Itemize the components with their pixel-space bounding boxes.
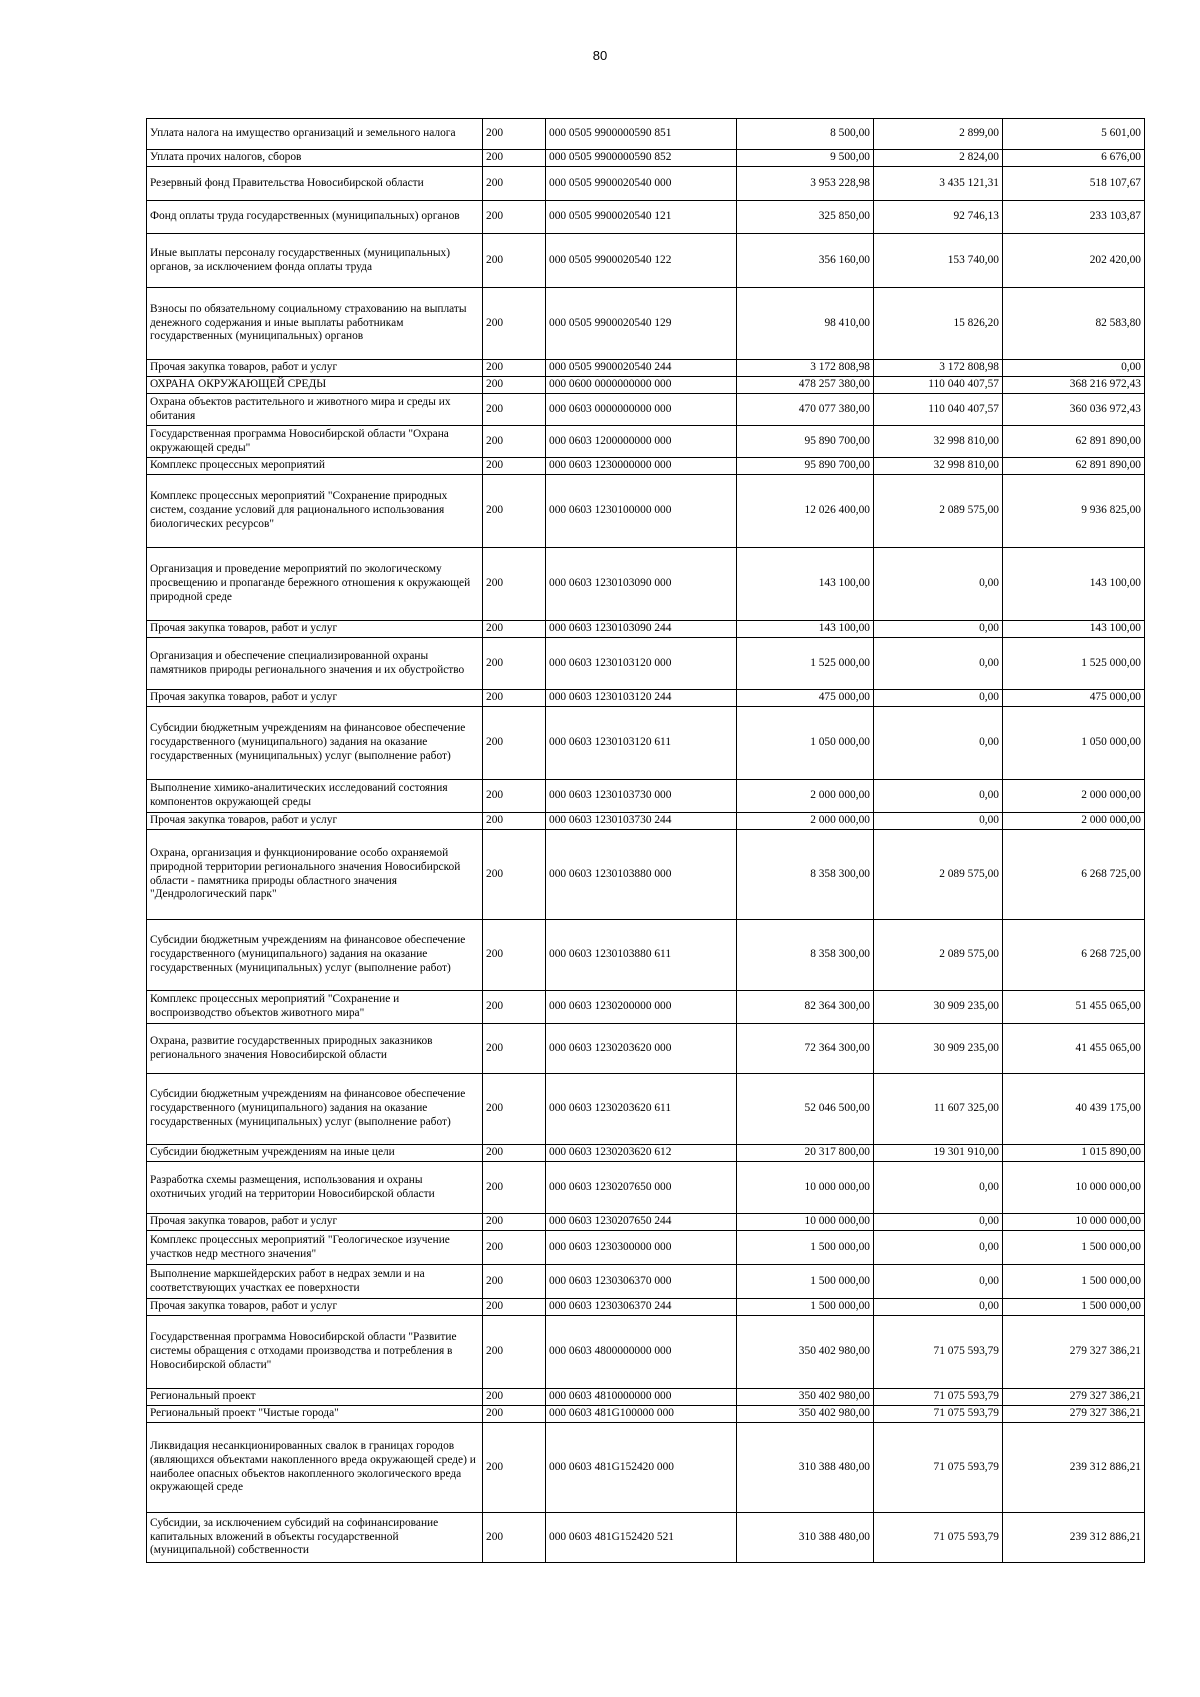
row-approved-amount: 143 100,00	[737, 621, 874, 638]
row-name: Резервный фонд Правительства Новосибирской области	[147, 167, 483, 201]
row-code: 200	[483, 830, 546, 920]
table-row	[147, 638, 1145, 690]
row-name: Прочая закупка товаров, работ и услуг	[147, 621, 483, 638]
row-name: Комплекс процессных мероприятий "Сохранение и воспроизводство объектов животного мира"	[147, 991, 483, 1024]
row-budget-code: 000 0505 9900000590 851	[546, 119, 737, 150]
row-code: 200	[483, 621, 546, 638]
row-name: Иные выплаты персоналу государственных (муниципальных) органов, за исключением фонда оплаты труда	[147, 234, 483, 288]
row-budget-code: 000 0603 481G152420 521	[546, 1513, 737, 1563]
row-name: Взносы по обязательному социальному страхованию на выплаты денежного содержания и иные выплаты работникам государственных (муниципальных) органов	[147, 288, 483, 360]
row-name: Разработка схемы размещения, использования и охраны охотничьих угодий на территории Новосибирской области	[147, 1162, 483, 1214]
row-budget-code: 000 0603 1230300000 000	[546, 1231, 737, 1265]
row-code: 200	[483, 1406, 546, 1423]
table-row	[147, 690, 1145, 707]
row-executed-amount: 0,00	[874, 621, 1003, 638]
row-executed-amount: 110 040 407,57	[874, 394, 1003, 426]
row-name: Охрана, организация и функционирование особо охраняемой природной территории регионального значения Новосибирской области - памятника природы областного значения "Дендрологический парк"	[147, 830, 483, 920]
row-remaining-amount: 202 420,00	[1003, 234, 1145, 288]
row-code: 200	[483, 638, 546, 690]
row-executed-amount: 2 899,00	[874, 119, 1003, 150]
row-budget-code: 000 0603 4800000000 000	[546, 1316, 737, 1389]
row-remaining-amount: 143 100,00	[1003, 621, 1145, 638]
row-name: Охрана объектов растительного и животного мира и среды их обитания	[147, 394, 483, 426]
page-number: 80	[592, 48, 608, 63]
row-approved-amount: 350 402 980,00	[737, 1389, 874, 1406]
row-code: 200	[483, 475, 546, 548]
row-name: Охрана, развитие государственных природных заказников регионального значения Новосибирской области	[147, 1024, 483, 1074]
row-code: 200	[483, 288, 546, 360]
row-budget-code: 000 0603 1230000000 000	[546, 458, 737, 475]
row-remaining-amount: 1 500 000,00	[1003, 1231, 1145, 1265]
row-budget-code: 000 0505 9900020540 000	[546, 167, 737, 201]
row-remaining-amount: 1 500 000,00	[1003, 1265, 1145, 1299]
row-approved-amount: 310 388 480,00	[737, 1423, 874, 1513]
row-approved-amount: 2 000 000,00	[737, 813, 874, 830]
row-approved-amount: 1 050 000,00	[737, 707, 874, 780]
row-name: Ликвидация несанкционированных свалок в границах городов (являющихся объектами накопленного вреда окружающей среде) и наиболее опасных объектов накопленного экологического вреда окружающей среде	[147, 1423, 483, 1513]
row-name: Прочая закупка товаров, работ и услуг	[147, 690, 483, 707]
row-code: 200	[483, 1024, 546, 1074]
table-row	[147, 394, 1145, 426]
row-executed-amount: 71 075 593,79	[874, 1423, 1003, 1513]
row-name: Государственная программа Новосибирской области "Охрана окружающей среды"	[147, 426, 483, 458]
row-remaining-amount: 279 327 386,21	[1003, 1389, 1145, 1406]
row-code: 200	[483, 119, 546, 150]
row-code: 200	[483, 1299, 546, 1316]
row-approved-amount: 3 953 228,98	[737, 167, 874, 201]
row-approved-amount: 82 364 300,00	[737, 991, 874, 1024]
row-name: Субсидии бюджетным учреждениям на финансовое обеспечение государственного (муниципального) задания на оказание государственных (муниципальных) услуг (выполнение работ)	[147, 1074, 483, 1145]
row-remaining-amount: 6 268 725,00	[1003, 830, 1145, 920]
row-budget-code: 000 0603 1230306370 244	[546, 1299, 737, 1316]
table-row	[147, 1145, 1145, 1162]
row-executed-amount: 19 301 910,00	[874, 1145, 1003, 1162]
row-budget-code: 000 0603 1230207650 244	[546, 1214, 737, 1231]
row-name: Уплата налога на имущество организаций и земельного налога	[147, 119, 483, 150]
row-remaining-amount: 40 439 175,00	[1003, 1074, 1145, 1145]
row-name: Субсидии бюджетным учреждениям на финансовое обеспечение государственного (муниципального) задания на оказание государственных (муниципальных) услуг (выполнение работ)	[147, 707, 483, 780]
row-code: 200	[483, 690, 546, 707]
row-executed-amount: 92 746,13	[874, 201, 1003, 234]
table-row	[147, 780, 1145, 813]
table-row	[147, 377, 1145, 394]
row-executed-amount: 0,00	[874, 813, 1003, 830]
row-code: 200	[483, 1389, 546, 1406]
row-name: Организация и обеспечение специализированной охраны памятников природы регионального значения и их обустройство	[147, 638, 483, 690]
row-budget-code: 000 0603 1230103090 244	[546, 621, 737, 638]
row-code: 200	[483, 1145, 546, 1162]
table-row	[147, 360, 1145, 377]
row-approved-amount: 350 402 980,00	[737, 1406, 874, 1423]
row-executed-amount: 153 740,00	[874, 234, 1003, 288]
row-approved-amount: 8 358 300,00	[737, 830, 874, 920]
row-code: 200	[483, 1423, 546, 1513]
row-approved-amount: 475 000,00	[737, 690, 874, 707]
table-row	[147, 991, 1145, 1024]
row-name: Организация и проведение мероприятий по экологическому просвещению и пропаганде бережного отношения к окружающей природной среде	[147, 548, 483, 621]
table-row	[147, 426, 1145, 458]
row-code: 200	[483, 426, 546, 458]
row-budget-code: 000 0603 1200000000 000	[546, 426, 737, 458]
row-executed-amount: 32 998 810,00	[874, 458, 1003, 475]
row-budget-code: 000 0603 1230207650 000	[546, 1162, 737, 1214]
table-row	[147, 1423, 1145, 1513]
row-approved-amount: 8 358 300,00	[737, 920, 874, 991]
row-approved-amount: 52 046 500,00	[737, 1074, 874, 1145]
row-remaining-amount: 41 455 065,00	[1003, 1024, 1145, 1074]
row-budget-code: 000 0603 1230100000 000	[546, 475, 737, 548]
row-approved-amount: 1 525 000,00	[737, 638, 874, 690]
row-executed-amount: 11 607 325,00	[874, 1074, 1003, 1145]
table-row	[147, 1231, 1145, 1265]
row-remaining-amount: 279 327 386,21	[1003, 1316, 1145, 1389]
row-executed-amount: 3 172 808,98	[874, 360, 1003, 377]
row-budget-code: 000 0603 481G100000 000	[546, 1406, 737, 1423]
table-row	[147, 150, 1145, 167]
row-approved-amount: 350 402 980,00	[737, 1316, 874, 1389]
table-row	[147, 920, 1145, 991]
row-budget-code: 000 0505 9900020540 129	[546, 288, 737, 360]
row-code: 200	[483, 234, 546, 288]
row-remaining-amount: 82 583,80	[1003, 288, 1145, 360]
row-code: 200	[483, 1231, 546, 1265]
table-row	[147, 201, 1145, 234]
row-budget-code: 000 0603 1230103120 000	[546, 638, 737, 690]
row-name: Прочая закупка товаров, работ и услуг	[147, 1214, 483, 1231]
row-approved-amount: 95 890 700,00	[737, 426, 874, 458]
row-code: 200	[483, 394, 546, 426]
row-budget-code: 000 0603 1230103090 000	[546, 548, 737, 621]
row-code: 200	[483, 1214, 546, 1231]
table-row	[147, 1214, 1145, 1231]
row-budget-code: 000 0505 9900020540 244	[546, 360, 737, 377]
row-remaining-amount: 143 100,00	[1003, 548, 1145, 621]
row-executed-amount: 0,00	[874, 1299, 1003, 1316]
row-budget-code: 000 0600 0000000000 000	[546, 377, 737, 394]
row-executed-amount: 2 089 575,00	[874, 830, 1003, 920]
row-executed-amount: 0,00	[874, 690, 1003, 707]
table-row	[147, 1265, 1145, 1299]
row-approved-amount: 470 077 380,00	[737, 394, 874, 426]
row-budget-code: 000 0603 1230103730 244	[546, 813, 737, 830]
row-executed-amount: 0,00	[874, 638, 1003, 690]
row-executed-amount: 30 909 235,00	[874, 991, 1003, 1024]
row-remaining-amount: 62 891 890,00	[1003, 426, 1145, 458]
row-executed-amount: 0,00	[874, 1214, 1003, 1231]
row-budget-code: 000 0603 1230203620 612	[546, 1145, 737, 1162]
row-executed-amount: 71 075 593,79	[874, 1406, 1003, 1423]
row-approved-amount: 1 500 000,00	[737, 1299, 874, 1316]
row-name: Субсидии бюджетным учреждениям на финансовое обеспечение государственного (муниципального) задания на оказание государственных (муниципальных) услуг (выполнение работ)	[147, 920, 483, 991]
row-remaining-amount: 2 000 000,00	[1003, 813, 1145, 830]
row-budget-code: 000 0505 9900020540 122	[546, 234, 737, 288]
row-remaining-amount: 233 103,87	[1003, 201, 1145, 234]
row-approved-amount: 1 500 000,00	[737, 1265, 874, 1299]
table-row	[147, 707, 1145, 780]
row-name: Региональный проект	[147, 1389, 483, 1406]
row-budget-code: 000 0603 1230103120 244	[546, 690, 737, 707]
row-approved-amount: 143 100,00	[737, 548, 874, 621]
row-name: Прочая закупка товаров, работ и услуг	[147, 360, 483, 377]
row-remaining-amount: 51 455 065,00	[1003, 991, 1145, 1024]
row-executed-amount: 2 089 575,00	[874, 920, 1003, 991]
row-budget-code: 000 0603 1230306370 000	[546, 1265, 737, 1299]
row-code: 200	[483, 1513, 546, 1563]
row-name: Комплекс процессных мероприятий	[147, 458, 483, 475]
row-code: 200	[483, 360, 546, 377]
table-row	[147, 458, 1145, 475]
row-remaining-amount: 10 000 000,00	[1003, 1214, 1145, 1231]
row-name: Прочая закупка товаров, работ и услуг	[147, 1299, 483, 1316]
table-row	[147, 548, 1145, 621]
table-row	[147, 167, 1145, 201]
row-approved-amount: 325 850,00	[737, 201, 874, 234]
row-approved-amount: 10 000 000,00	[737, 1162, 874, 1214]
row-code: 200	[483, 167, 546, 201]
row-remaining-amount: 279 327 386,21	[1003, 1406, 1145, 1423]
row-approved-amount: 10 000 000,00	[737, 1214, 874, 1231]
row-approved-amount: 8 500,00	[737, 119, 874, 150]
row-budget-code: 000 0603 481G152420 000	[546, 1423, 737, 1513]
row-name: Государственная программа Новосибирской области "Развитие системы обращения с отходами производства и потребления в Новосибирской области"	[147, 1316, 483, 1389]
table-row	[147, 1299, 1145, 1316]
table-row	[147, 813, 1145, 830]
row-code: 200	[483, 548, 546, 621]
row-executed-amount: 2 089 575,00	[874, 475, 1003, 548]
row-name: ОХРАНА ОКРУЖАЮЩЕЙ СРЕДЫ	[147, 377, 483, 394]
row-executed-amount: 71 075 593,79	[874, 1389, 1003, 1406]
row-code: 200	[483, 1162, 546, 1214]
row-budget-code: 000 0603 1230103730 000	[546, 780, 737, 813]
row-approved-amount: 3 172 808,98	[737, 360, 874, 377]
table-row	[147, 288, 1145, 360]
row-remaining-amount: 6 268 725,00	[1003, 920, 1145, 991]
row-code: 200	[483, 707, 546, 780]
row-approved-amount: 356 160,00	[737, 234, 874, 288]
budget-execution-table	[146, 118, 1145, 1563]
row-approved-amount: 2 000 000,00	[737, 780, 874, 813]
row-remaining-amount: 360 036 972,43	[1003, 394, 1145, 426]
row-executed-amount: 32 998 810,00	[874, 426, 1003, 458]
table-row	[147, 234, 1145, 288]
row-approved-amount: 478 257 380,00	[737, 377, 874, 394]
row-budget-code: 000 0603 1230103120 611	[546, 707, 737, 780]
row-remaining-amount: 1 500 000,00	[1003, 1299, 1145, 1316]
table-row	[147, 119, 1145, 150]
row-approved-amount: 95 890 700,00	[737, 458, 874, 475]
row-name: Комплекс процессных мероприятий "Сохранение природных систем, создание условий для рационального использования биологических ресурсов"	[147, 475, 483, 548]
row-remaining-amount: 1 525 000,00	[1003, 638, 1145, 690]
row-remaining-amount: 10 000 000,00	[1003, 1162, 1145, 1214]
row-budget-code: 000 0603 1230103880 000	[546, 830, 737, 920]
row-approved-amount: 12 026 400,00	[737, 475, 874, 548]
row-remaining-amount: 368 216 972,43	[1003, 377, 1145, 394]
row-remaining-amount: 62 891 890,00	[1003, 458, 1145, 475]
row-name: Уплата прочих налогов, сборов	[147, 150, 483, 167]
row-executed-amount: 0,00	[874, 1265, 1003, 1299]
row-budget-code: 000 0505 9900020540 121	[546, 201, 737, 234]
row-remaining-amount: 475 000,00	[1003, 690, 1145, 707]
row-budget-code: 000 0603 1230103880 611	[546, 920, 737, 991]
row-budget-code: 000 0505 9900000590 852	[546, 150, 737, 167]
row-executed-amount: 0,00	[874, 707, 1003, 780]
row-approved-amount: 9 500,00	[737, 150, 874, 167]
row-remaining-amount: 0,00	[1003, 360, 1145, 377]
table-row	[147, 1162, 1145, 1214]
row-budget-code: 000 0603 1230200000 000	[546, 991, 737, 1024]
row-remaining-amount: 2 000 000,00	[1003, 780, 1145, 813]
row-name: Выполнение маркшейдерских работ в недрах земли и на соответствующих участках ее поверхности	[147, 1265, 483, 1299]
row-code: 200	[483, 920, 546, 991]
row-remaining-amount: 518 107,67	[1003, 167, 1145, 201]
row-code: 200	[483, 150, 546, 167]
table-row	[147, 1389, 1145, 1406]
row-name: Выполнение химико-аналитических исследований состояния компонентов окружающей среды	[147, 780, 483, 813]
row-approved-amount: 310 388 480,00	[737, 1513, 874, 1563]
row-executed-amount: 0,00	[874, 548, 1003, 621]
row-code: 200	[483, 780, 546, 813]
table-row	[147, 1316, 1145, 1389]
row-remaining-amount: 1 050 000,00	[1003, 707, 1145, 780]
row-executed-amount: 3 435 121,31	[874, 167, 1003, 201]
row-code: 200	[483, 1265, 546, 1299]
table-row	[147, 475, 1145, 548]
row-remaining-amount: 1 015 890,00	[1003, 1145, 1145, 1162]
row-code: 200	[483, 377, 546, 394]
row-name: Региональный проект "Чистые города"	[147, 1406, 483, 1423]
row-name: Фонд оплаты труда государственных (муниципальных) органов	[147, 201, 483, 234]
row-code: 200	[483, 1316, 546, 1389]
table-row	[147, 830, 1145, 920]
row-approved-amount: 1 500 000,00	[737, 1231, 874, 1265]
row-remaining-amount: 239 312 886,21	[1003, 1423, 1145, 1513]
row-executed-amount: 0,00	[874, 1162, 1003, 1214]
row-budget-code: 000 0603 0000000000 000	[546, 394, 737, 426]
row-approved-amount: 98 410,00	[737, 288, 874, 360]
row-approved-amount: 72 364 300,00	[737, 1024, 874, 1074]
row-remaining-amount: 9 936 825,00	[1003, 475, 1145, 548]
row-executed-amount: 0,00	[874, 780, 1003, 813]
table-row	[147, 621, 1145, 638]
row-executed-amount: 2 824,00	[874, 150, 1003, 167]
row-remaining-amount: 239 312 886,21	[1003, 1513, 1145, 1563]
row-name: Субсидии бюджетным учреждениям на иные цели	[147, 1145, 483, 1162]
row-remaining-amount: 5 601,00	[1003, 119, 1145, 150]
row-approved-amount: 20 317 800,00	[737, 1145, 874, 1162]
row-executed-amount: 30 909 235,00	[874, 1024, 1003, 1074]
row-code: 200	[483, 1074, 546, 1145]
row-executed-amount: 0,00	[874, 1231, 1003, 1265]
row-code: 200	[483, 201, 546, 234]
row-remaining-amount: 6 676,00	[1003, 150, 1145, 167]
row-budget-code: 000 0603 4810000000 000	[546, 1389, 737, 1406]
row-executed-amount: 110 040 407,57	[874, 377, 1003, 394]
row-budget-code: 000 0603 1230203620 611	[546, 1074, 737, 1145]
row-code: 200	[483, 813, 546, 830]
table-row	[147, 1406, 1145, 1423]
row-executed-amount: 71 075 593,79	[874, 1316, 1003, 1389]
row-name: Субсидии, за исключением субсидий на софинансирование капитальных вложений в объекты государственной (муниципальной) собственности	[147, 1513, 483, 1563]
row-code: 200	[483, 991, 546, 1024]
table-row	[147, 1513, 1145, 1563]
row-name: Комплекс процессных мероприятий "Геологическое изучение участков недр местного значения"	[147, 1231, 483, 1265]
row-name: Прочая закупка товаров, работ и услуг	[147, 813, 483, 830]
row-budget-code: 000 0603 1230203620 000	[546, 1024, 737, 1074]
table-row	[147, 1074, 1145, 1145]
row-executed-amount: 15 826,20	[874, 288, 1003, 360]
table-row	[147, 1024, 1145, 1074]
row-executed-amount: 71 075 593,79	[874, 1513, 1003, 1563]
row-code: 200	[483, 458, 546, 475]
